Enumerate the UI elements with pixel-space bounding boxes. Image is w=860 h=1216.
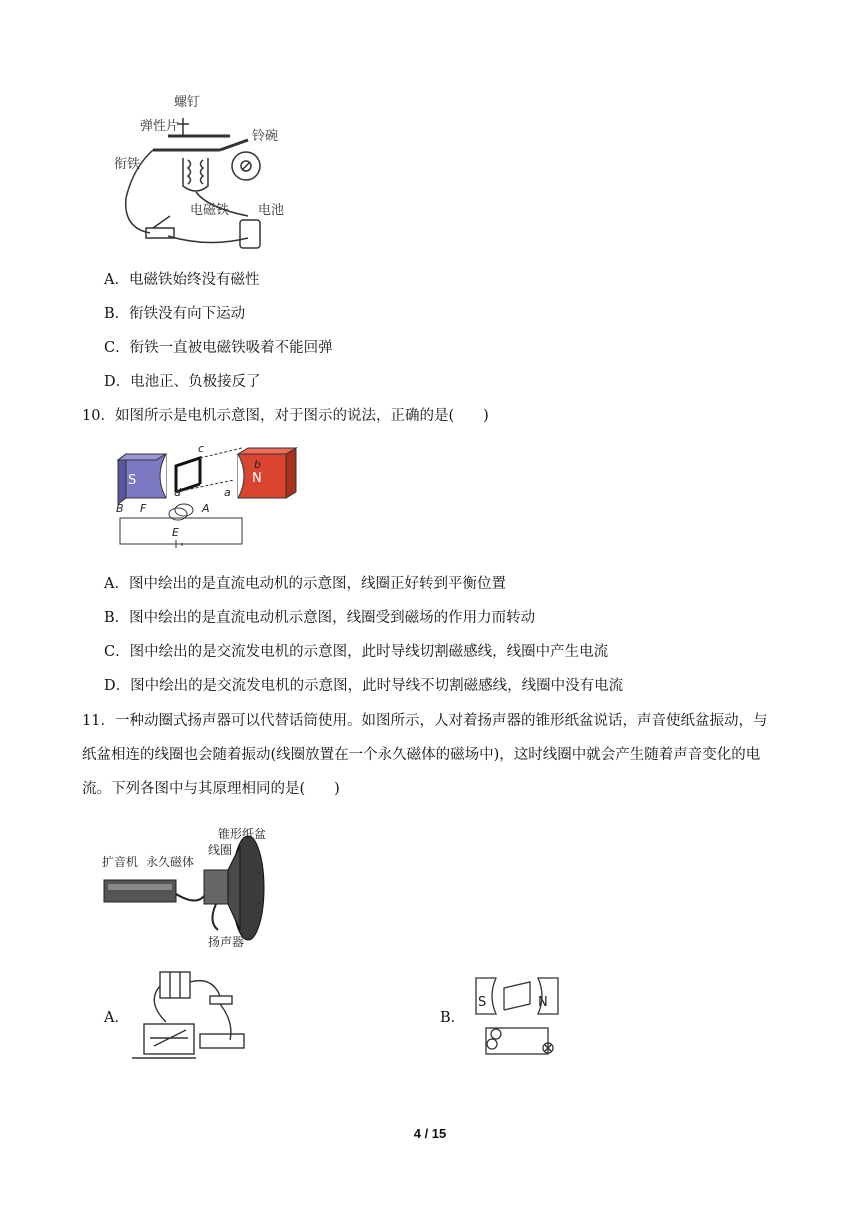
q10-option-d[interactable] — [104, 676, 623, 696]
option-text: 电池正、负极接反了 — [130, 374, 261, 390]
magnet-n-label: N — [252, 471, 262, 486]
option-text: 图中绘出的是直流电动机示意图，线圈受到磁场的作用力而转动 — [129, 610, 536, 626]
magnet-s-label: S — [478, 995, 487, 1010]
label-b: b — [254, 458, 261, 471]
label-coil: 线圈 — [208, 843, 233, 857]
option-letter: B． — [440, 1010, 466, 1026]
label-spring: 弹性片 — [140, 119, 180, 134]
q9-option-c[interactable] — [104, 338, 333, 358]
label-B: B — [116, 502, 124, 515]
option-letter: B． — [104, 610, 130, 626]
option-letter: C． — [104, 644, 130, 660]
q9-option-b[interactable] — [104, 304, 245, 324]
label-c: c — [198, 446, 205, 455]
label-electromagnet: 电磁铁 — [190, 203, 230, 218]
label-F: F — [140, 502, 147, 515]
label-A: A — [202, 502, 210, 515]
option-letter: A． — [104, 576, 129, 592]
option-letter: D． — [104, 678, 131, 694]
label-E: E — [172, 526, 179, 539]
q10-option-a[interactable] — [104, 574, 506, 594]
option-text: 图中绘出的是交流发电机的示意图，此时导线不切割磁感线，线圈中没有电流 — [130, 678, 624, 694]
option-letter: D． — [104, 374, 131, 390]
magnet-s-label: S — [128, 473, 137, 488]
option-letter: B． — [104, 306, 130, 322]
motor-figure — [104, 446, 304, 558]
option-a-figure — [130, 962, 262, 1070]
q11-stem: 11．一种动圈式扬声器可以代替话筒使用。如图所示，人对着扬声器的锥形纸盆说话，声音使纸盆振动，与纸盆相连的线圈也会随着振动(线圈放置在一个永久磁体的磁场中)，这时线圈中就会产生随着声音变化的电流。下列各图中与其原理相同的是( ) — [82, 713, 768, 797]
label-cone: 锥形纸盆 — [218, 827, 267, 841]
option-text: 衔铁没有向下运动 — [129, 306, 246, 322]
option-text: 衔铁一直被电磁铁吸着不能回弹 — [129, 340, 333, 356]
q11-option-a[interactable] — [104, 1008, 129, 1028]
label-screw: 螺钉 — [174, 95, 201, 110]
option-letter: A． — [104, 1010, 129, 1026]
speaker-figure — [100, 818, 280, 953]
option-text: 电磁铁始终没有磁性 — [128, 272, 260, 288]
q11-option-b[interactable] — [440, 1008, 465, 1028]
option-text: 图中绘出的是交流发电机的示意图，此时导线切割磁感线，线圈中产生电流 — [129, 644, 609, 660]
label-bell: 铃碗 — [252, 129, 279, 144]
electric-bell-figure — [108, 88, 308, 258]
q10-option-b[interactable] — [104, 608, 535, 628]
q10-option-c[interactable] — [104, 642, 608, 662]
q9-option-d[interactable] — [104, 372, 261, 392]
label-d: d — [174, 486, 181, 499]
q9-option-a[interactable] — [104, 270, 259, 290]
label-speaker: 扬声器 — [208, 935, 245, 949]
option-letter: A． — [104, 272, 129, 288]
page-number: 4 / 15 — [413, 1126, 447, 1141]
label-a: a — [224, 486, 231, 499]
option-text: 图中绘出的是直流电动机的示意图，线圈正好转到平衡位置 — [128, 576, 506, 592]
label-amplifier: 扩音机 — [102, 855, 139, 869]
magnet-n-label: N — [538, 995, 548, 1010]
label-battery: 电池 — [258, 203, 285, 218]
option-letter: C． — [104, 340, 130, 356]
label-magnet: 永久磁体 — [146, 855, 195, 869]
label-armature: 衔铁 — [114, 157, 141, 172]
option-b-figure — [470, 964, 566, 1064]
q10-stem: 10．如图所示是电机示意图，对于图示的说法，正确的是( ) — [82, 408, 489, 424]
